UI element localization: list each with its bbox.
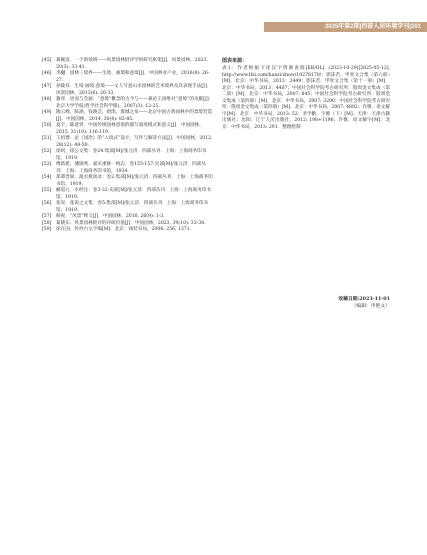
reference-text: 孙筱祥．生境·画境·意境——文人写意山水园林的艺术境界及其表现手法[J]．风景园林，2013(6): 26-33. xyxy=(56,84,212,96)
reference-item xyxy=(42,227,214,234)
reference-text: 葛晓东．风景园林批评的评研价值[J]．中国园林，2023, 39(10): 33-38. xyxy=(56,220,206,226)
reference-number: [56] xyxy=(42,201,52,206)
reference-item xyxy=(42,84,214,97)
reference-number: [47] xyxy=(42,84,52,89)
reference-item xyxy=(42,123,214,136)
reference-text: 傅新新，潘锦秀．嘉庆重修一统志：卷155-157:史部[M]/张元济．四部丛刊．上海：上海商务印书馆，1934. xyxy=(56,162,206,174)
reference-number: [45] xyxy=(42,58,52,63)
reference-number: [49] xyxy=(42,110,52,115)
reference-text: 冀青．居而与会通：“意境”概念的古今与——兼论王国维对“意境”的贡献[J]．北京大学学报(哲学社会科学版)，2007(3): 12-25. xyxy=(56,97,214,109)
reference-text: 李樾．园林三境界——生境、画境和意境[J]．中国林业产业，2016(8): 26-27. xyxy=(56,71,210,83)
reference-number: [48] xyxy=(42,97,52,102)
reference-text: 杨锐．“风景”释义[J]．中国园林，2010, 26(9): 1-3. xyxy=(56,214,165,219)
reference-text: 陶云峰，陈涵，钱晓芸，唐郎，康城之泉——北京中国古典园林中的景境营造[J]．中国园林，2014, 30(4): 82-85. xyxy=(56,110,213,122)
reference-item xyxy=(42,110,214,123)
reference-item xyxy=(42,136,214,149)
appendix-section xyxy=(222,58,390,131)
appendix-text: 表1：作者根据下述汉字资源查阅[EB/OL]. (2023-10-29)[2025-05-12]. http://www.lfsi.com/hanzi/show/19278170/；郭沫若．甲骨文合集（第六册）[M]．北京：中华书局，2013：2449；郭沫若．甲骨文合集（第十一册）[M]．北京：中华书局，2013：4407；中国社会科学院考古研究所．殷周金文集成（第二册）[M]．北京：中华书局，2007: 845；中国社会科学院考古研究所．殷周金文集成（第四册）[M]．北京：中华书局，2007: 3290；中国社会科学院考古研究所．殷周金文集成（第四册）[M]．北京：中华书局，2007: 4892；许慎．说文解字[M]．北京：中华书局，2013: 52；李学勤．字源（下）[M]．天津：天津古籍出版社；沈阳：辽宁人民出版社，2012: 198+1196；许慎．说文解字[M]．北京：中华书局，2013: 291．整理绘制 xyxy=(222,66,390,130)
reference-number: [59] xyxy=(42,227,52,232)
reference-number: [52] xyxy=(42,149,52,154)
reference-text: 夏宇，陈意贤．中国传统园林意境的描写演进模式和意义[J]．中国园林，2015, 31(10): 116-119. xyxy=(56,123,204,135)
reference-item xyxy=(42,149,214,162)
reference-number: [57] xyxy=(42,214,52,219)
reference-item xyxy=(42,97,214,110)
reference-item xyxy=(42,71,214,84)
reference-number: [46] xyxy=(42,71,52,76)
reference-number: [54] xyxy=(42,175,52,180)
reference-item xyxy=(42,175,214,188)
reference-text: 郑谭晋斌．渑水燕谈录：卷2:集部[M]/张元济．四部丛刊．上海：上海商务印书馆，1919. xyxy=(56,175,213,187)
reference-number: [51] xyxy=(42,136,52,141)
reference-item xyxy=(42,188,214,201)
reference-number: [58] xyxy=(42,220,52,226)
reference-text: 王绍增．论《园冶》的“入境式”设计，写作与解读方法[J]．中国园林，2012, 28(12): 48-50. xyxy=(56,136,213,148)
journal-header-band xyxy=(264,22,427,32)
editor-credit: （编辑：申艳文） xyxy=(351,304,390,309)
received-date: 收稿日期:2023-11-01 xyxy=(338,296,390,302)
reference-number: [50] xyxy=(42,123,52,128)
reference-item xyxy=(42,162,214,175)
references-list xyxy=(42,58,214,234)
reference-text: 徐珂，徐公文集：卷24:集部[M]/张元济．四部丛刊．上海：上海商务印书馆，1919. xyxy=(56,149,207,161)
reference-item xyxy=(42,201,214,214)
reference-text: 徐在国．传抄古文字编[M]．北京：线装书局，2006: 256, 1371. xyxy=(56,227,192,232)
article-dates xyxy=(338,296,390,310)
reference-number: [55] xyxy=(42,188,52,193)
reference-text: 郦道元．水经注：卷3-32:史部[M]/张元济．四部丛刊．上海：上海商务印书馆，1919. xyxy=(56,188,211,200)
journal-header-label: 2025年第2期|西部人居环境学刊|201 xyxy=(324,24,421,30)
reference-number: [53] xyxy=(42,162,52,167)
reference-text: 葛婉彦．一个新领域——风景园林批评学的研究框架[J]．风景园林，2023, 30(3): 33-41. xyxy=(56,58,208,70)
reference-text: 张说．张说之文集：卷5:集部[M]/张元济．四部丛刊．上海：上海商务印书馆，1919. xyxy=(56,201,209,213)
appendix-title: 图表来源： xyxy=(222,58,248,64)
reference-item xyxy=(42,58,214,71)
